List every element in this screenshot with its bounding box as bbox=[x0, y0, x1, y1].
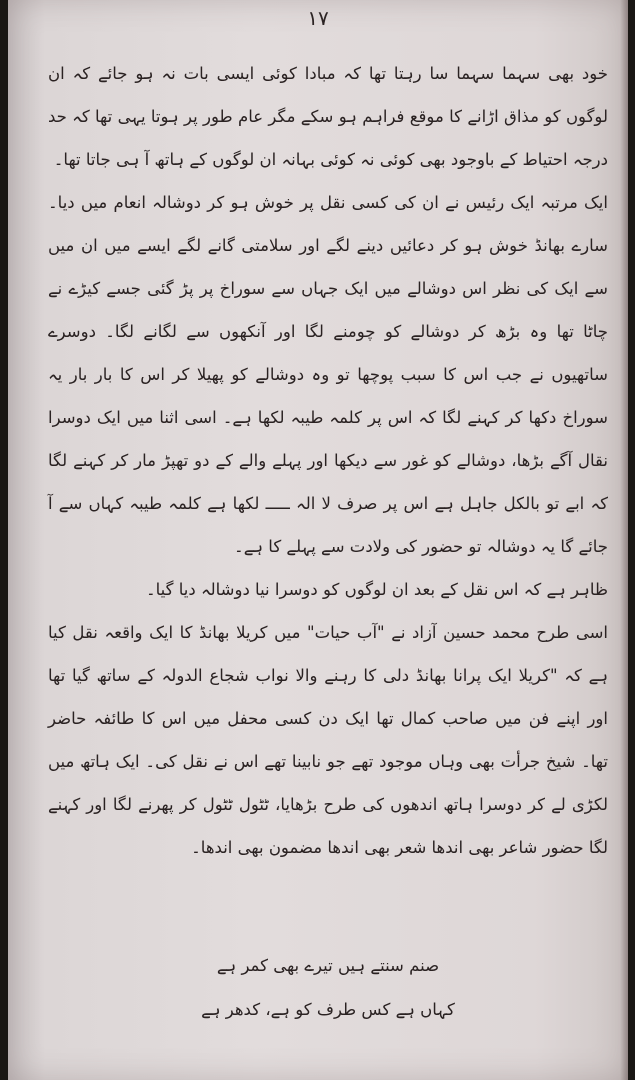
body-text bbox=[48, 52, 608, 869]
paragraph-4: اسی طرح محمد حسین آزاد نے "آب حیات" میں کریلا بھانڈ کا ایک واقعہ نقل کیا ہے کہ "کریلا ایک پرانا بھانڈ دلی کا رہنے والا نواب شجاع الدولہ کے ساتھ گیا تھا اور اپنے فن میں صاحب کمال تھا ایک دن کسی محفل میں اس کا طائفہ حاضر تھا۔ شیخ جرأت بھی وہاں موجود تھے جو نابینا تھے اس نے نقل کی۔ ایک ہاتھ میں لکڑی لے کر دوسرا ہاتھ اندھوں کی طرح بڑھایا، ٹٹول ٹٹول کر پھرنے لگا اور کہنے لگا حضور شاعر بھی اندھا شعر بھی اندھا مضمون بھی اندھا۔ bbox=[48, 623, 608, 857]
verse-line-2: کہاں ہے کس طرف کو ہے، کدھر ہے bbox=[201, 1000, 455, 1019]
page-number: ۱۷ bbox=[307, 6, 329, 30]
paragraph-1: خود بھی سہما سہما سا رہتا تھا کہ مبادا کوئی ایسی بات نہ ہو جائے کہ ان لوگوں کو مذاق اڑانے کا موقع فراہم ہو سکے مگر عام طور پر ہوتا یہی تھا کہ حد درجہ احتیاط کے باوجود بھی کوئی نہ کوئی بہانہ ان لوگوں کے ہاتھ آ ہی جاتا تھا۔ bbox=[48, 64, 608, 169]
book-page bbox=[8, 0, 628, 1080]
paragraph-2: ایک مرتبہ ایک رئیس نے ان کی کسی نقل پر خوش ہو کر دوشالہ انعام میں دیا۔ سارے بھانڈ خوش ہو کر دعائیں دینے لگے اور سلامتی گانے لگے ایسے میں ان میں سے ایک کی نظر اس دوشالے میں ایک جہاں سے سوراخ پر پڑ گئی جسے کیڑے نے چاٹا تھا وہ بڑھ کر دوشالے کو چومنے لگا اور آنکھوں سے لگانے لگا۔ دوسرے ساتھیوں نے جب اس کا سبب پوچھا تو وہ دوشالے کو پھیلا کر اس کا بار بار یہ سوراخ دکھا کر کہنے لگا کہ اس پر کلمہ طیبہ لکھا ہے۔ اسی اثنا میں ایک دوسرا نقال آگے بڑھا، دوشالے کو غور سے دیکھا اور پہلے والے کے دو تھپڑ مار کر کہنے لگا کہ ابے تو بالکل جاہل ہے اس پر صرف لا الہ ـــــ لکھا ہے کلمہ طیبہ کہاں سے آ جائے گا یہ دوشالہ تو حضور کی ولادت سے پہلے کا ہے۔ bbox=[48, 193, 608, 556]
paragraph-3: ظاہر ہے کہ اس نقل کے بعد ان لوگوں کو دوسرا نیا دوشالہ دیا گیا۔ bbox=[145, 580, 608, 599]
verse-line-1: صنم سنتے ہیں تیرے بھی کمر ہے bbox=[216, 956, 440, 975]
page-edge-shadow bbox=[620, 0, 628, 1080]
